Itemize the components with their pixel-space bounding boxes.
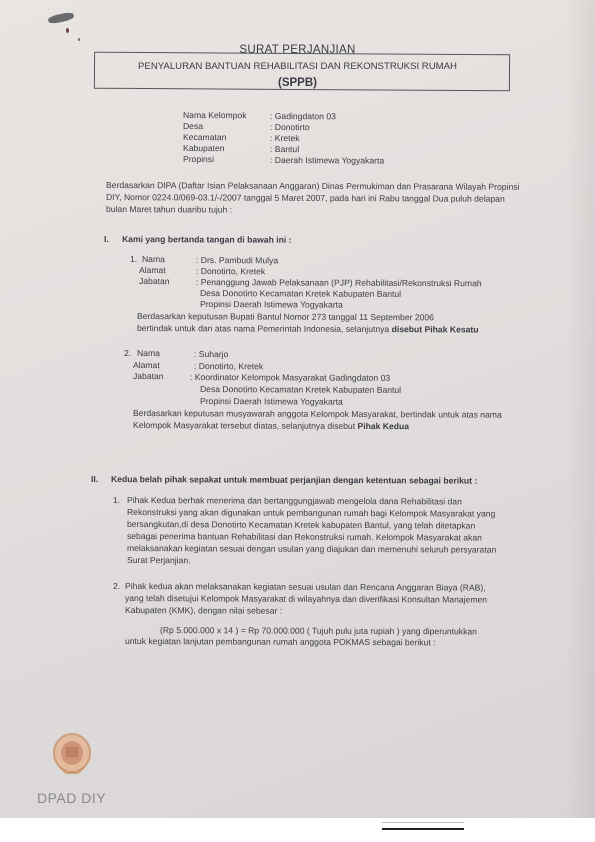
party-value-alamat: : Donotirto, Kretek: [195, 266, 266, 277]
info-label-kabupaten: Kabupaten: [182, 143, 225, 154]
party-value-nama: : Suharjo: [193, 349, 229, 360]
party-label-alamat: Alamat: [132, 360, 160, 371]
item-line: Pihak kedua akan melaksanakan kegiatan sesuai usulan dan Rencana Anggaran Biaya (RAB),: [124, 581, 486, 593]
item-line: yang telah disetujui Kelompok Masyarakat di wilayahnya dan diverifikasi Konsultan Manajemen: [124, 593, 488, 605]
intro-line: bulan Maret tahun duaribu tujuh :: [105, 204, 233, 215]
ink-stain: [66, 28, 69, 33]
party-value-jabatan: : Penanggung Jawab Pelaksanaan (PJP) Rehabilitasi/Rekonstruksi Rumah: [195, 277, 482, 289]
regency-emblem-icon: [52, 733, 92, 777]
party-acting: Kelompok Masyarakat tersebut diatas, selanjutnya disebut Pihak Kedua: [132, 420, 410, 432]
party-label-jabatan: Jabatan: [132, 371, 164, 382]
party-designation: disebut Pihak Kesatu: [391, 324, 479, 335]
info-label-desa: Desa: [182, 121, 204, 132]
item-number: 1.: [112, 495, 121, 506]
section-number: I.: [103, 234, 109, 245]
party-label-alamat: Alamat: [138, 265, 166, 276]
party-number: 2.: [123, 348, 132, 359]
item-line: Pihak Kedua berhak menerima dan bertanggungjawab mengelola dana Rehabilitasi dan: [126, 495, 462, 507]
party-value-alamat: : Donotirto, Kretek: [193, 361, 264, 372]
party-value-jabatan: : Koordinator Kelompok Masyarakat Gadingdaton 03: [189, 372, 391, 383]
info-value-kabupaten: : Bantul: [269, 144, 300, 155]
info-value-desa: : Donotirto: [269, 122, 310, 133]
party-label-nama: Nama: [141, 254, 165, 265]
party-label-nama: Nama: [136, 348, 160, 359]
scan-artifact: [382, 828, 464, 830]
amount-line: (Rp 5.000.000 x 14 ) = Rp 70.000.000 ( Tujuh pulu juta rupiah ) yang diperuntukkan: [159, 625, 477, 637]
party-value-jabatan: Desa Donotirto Kecamatan Kretek Kabupaten Bantul: [199, 384, 402, 395]
info-value-kecamatan: : Kretek: [269, 133, 300, 144]
section-heading: Kedua belah pihak sepakat untuk membuat perjanjian dengan ketentuan sebagai berikut :: [110, 474, 478, 486]
party-value-nama: : Drs. Pambudi Mulya: [195, 255, 279, 266]
party-basis: Berdasarkan keputusan musyawarah anggota Kelompok Masyarakat, bertindak untuk atas nama: [132, 408, 502, 420]
party-value-jabatan: Desa Donotirto Kecamatan Kretek Kabupaten Bantul: [199, 288, 402, 299]
document-subtitle: PENYALURAN BANTUAN REHABILITASI DAN REKONSTRUKSI RUMAH: [138, 61, 457, 72]
scan-artifact: [382, 822, 464, 823]
info-label-kelompok: Nama Kelompok: [182, 110, 247, 121]
party-value-jabatan: Propinsi Daerah Istimewa Yogyakarta: [199, 299, 343, 310]
item-line: sebagai penerima bantuan Rehabilitasi dan Rekonstruksi rumah. Kelompok Masyarakat akan: [126, 531, 482, 543]
section-number: II.: [90, 474, 99, 485]
item-line: bersangkutan,di desa Donotirto Kecamatan Kretek kabupaten Bantul, yang telah ditetapkan: [126, 519, 476, 531]
intro-line: DIY, Nomor 0224.0/069-03.1/-/2007 tanggal 5 Maret 2007, pada hari ini Rabu tanggal Dua puluh delapan: [105, 192, 505, 204]
party-label-jabatan: Jabatan: [138, 276, 170, 287]
party-acting: bertindak untuk dan atas nama Pemerintah Indonesia, selanjutnya disebut Pihak Kesatu: [136, 323, 479, 335]
archive-watermark: DPAD DIY: [37, 790, 107, 806]
item-line: Surat Perjanjian.: [126, 555, 191, 566]
intro-line: Berdasarkan DIPA (Daftar Isian Pelaksanaan Anggaran) Dinas Permukiman dan Prasarana Wilayah Propinsi: [105, 180, 520, 192]
info-label-kecamatan: Kecamatan: [182, 132, 227, 143]
info-label-propinsi: Propinsi: [182, 154, 215, 165]
info-value-propinsi: : Daerah Istimewa Yogyakarta: [269, 155, 385, 166]
party-number: 1.: [129, 254, 138, 265]
document-code: (SPPB): [278, 77, 317, 89]
item-line: Rekonstruksi yang akan digunakan untuk pembangunan rumah bagi Kelompok Masyarakat yang: [126, 507, 496, 519]
item-number: 2.: [112, 581, 121, 592]
party-basis: Berdasarkan keputusan Bupati Bantul Nomor 273 tanggal 11 September 2006: [136, 311, 435, 323]
item-line: untuk kegiatan lanjutan pembangunan rumah anggota POKMAS sebagai berikut :: [124, 636, 436, 648]
party-value-jabatan: Propinsi Daerah Istimewa Yogyakarta: [199, 396, 343, 407]
document-title: SURAT PERJANJIAN: [239, 44, 356, 56]
section-heading: Kami yang bertanda tangan di bawah ini :: [121, 234, 292, 245]
party-designation: Pihak Kedua: [357, 420, 410, 432]
info-value-kelompok: : Gadingdaton 03: [269, 111, 336, 122]
item-line: Kabupaten (KMK), dengan nilai sebesar :: [124, 605, 283, 616]
ink-stain: [78, 38, 80, 41]
item-line: melaksanakan kegiatan sesuai dengan usulan yang diajukan dan memenuhi seluruh persyaratan: [126, 543, 497, 555]
